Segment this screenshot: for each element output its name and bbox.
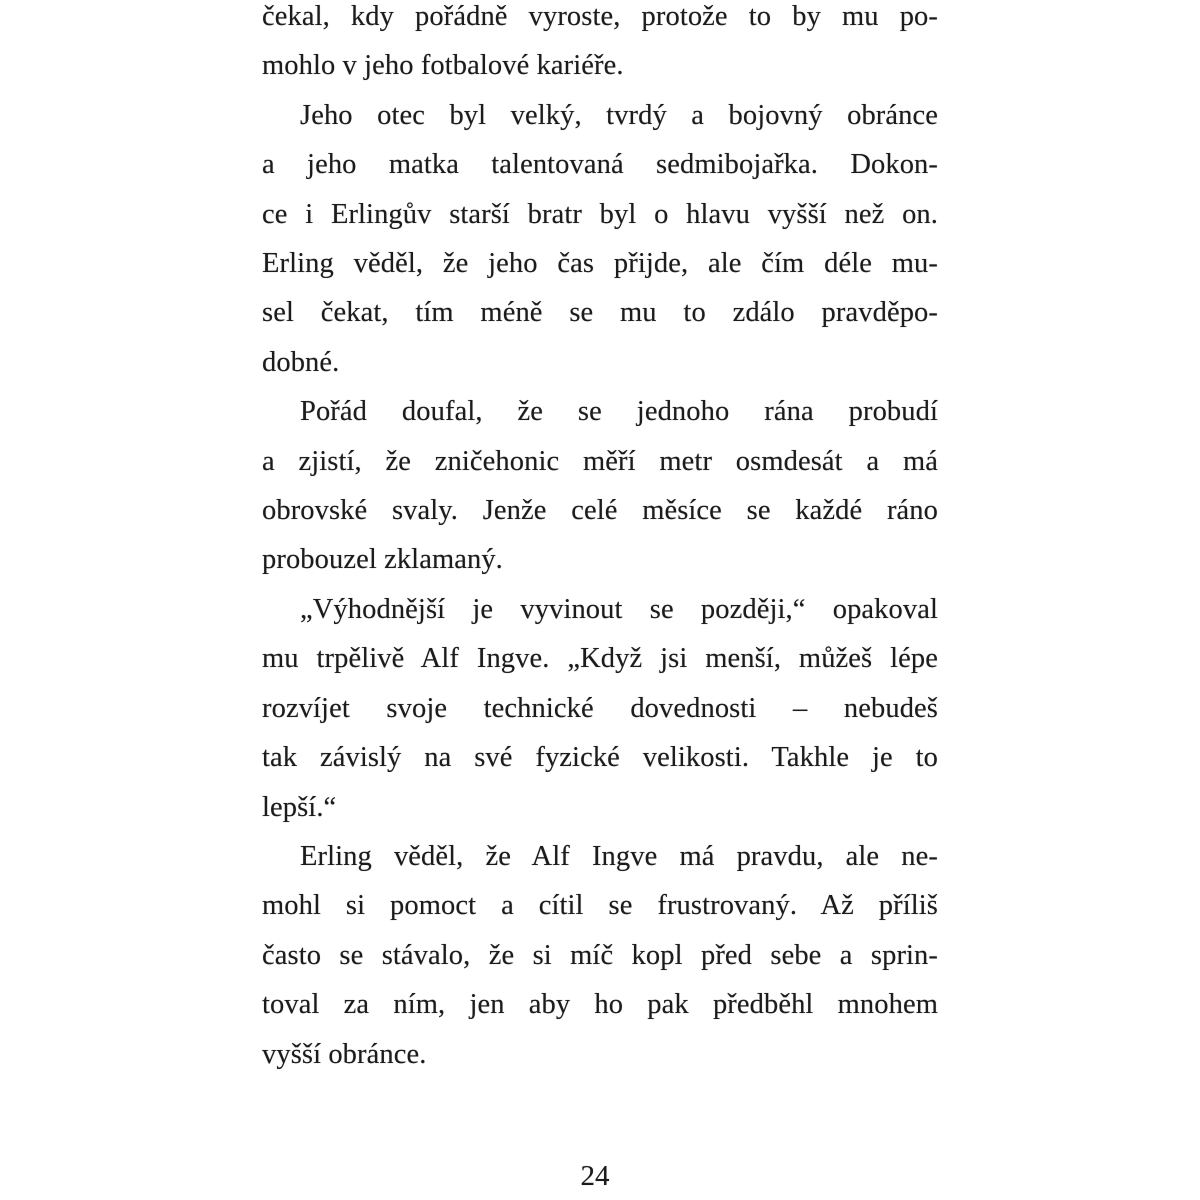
text-line: tak závislý na své fyzické velikosti. Takhle je to: [262, 742, 938, 774]
text-line: a jeho matka talentovaná sedmibojařka. Dokon-: [262, 149, 938, 181]
text-line: Jeho otec byl velký, tvrdý a bojovný obránce: [300, 99, 938, 131]
page-number: 24: [580, 1160, 610, 1192]
text-line: lepší.“: [262, 791, 337, 823]
text-line: sel čekat, tím méně se mu to zdálo pravděpo-: [262, 297, 938, 329]
text-line: a zjistí, že zničehonic měří metr osmdesát a má: [262, 445, 938, 477]
text-line: mu trpělivě Alf Ingve. „Když jsi menší, můžeš lépe: [262, 643, 938, 675]
text-line: Erling věděl, že jeho čas přijde, ale čím déle mu-: [262, 248, 938, 280]
text-line: mohl si pomoct a cítil se frustrovaný. Až příliš: [262, 890, 938, 922]
text-line: probouzel zklamaný.: [262, 544, 503, 576]
text-line: ce i Erlingův starší bratr byl o hlavu vyšší než on.: [262, 198, 938, 230]
text-line: mohlo v jeho fotbalové kariéře.: [262, 50, 624, 82]
text-line: Erling věděl, že Alf Ingve má pravdu, ale ne-: [300, 840, 938, 872]
text-line: obrovské svaly. Jenže celé měsíce se každé ráno: [262, 495, 938, 527]
text-line: čekal, kdy pořádně vyroste, protože to by mu po-: [262, 1, 938, 32]
text-line: vyšší obránce.: [262, 1038, 427, 1070]
body-text: [262, 0, 938, 1079]
text-line: „Výhodnější je vyvinout se později,“ opakoval: [300, 593, 938, 625]
text-line: často se stávalo, že si míč kopl před sebe a sprin-: [262, 939, 938, 971]
text-line: Pořád doufal, že se jednoho rána probudí: [300, 396, 938, 428]
text-line: rozvíjet svoje technické dovednosti – nebudeš: [262, 692, 938, 724]
text-line: dobné.: [262, 346, 340, 378]
text-line: toval za ním, jen aby ho pak předběhl mnohem: [262, 989, 938, 1021]
